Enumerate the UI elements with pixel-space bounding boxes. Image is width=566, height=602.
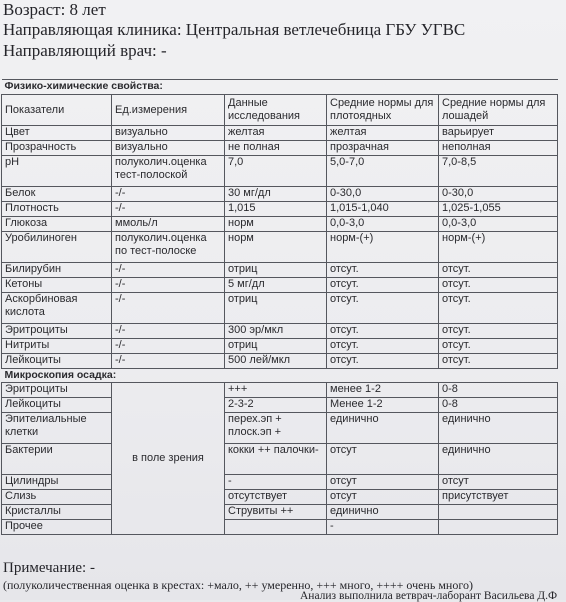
result-cell: не полная [225,141,327,156]
unit-cell: -/- [112,324,225,339]
table-row [2,520,558,535]
result-cell: Струвиты ++ [225,505,327,520]
norm-carnivores-cell: Менее 1-2 [327,398,439,413]
norm-horses-cell: единично [439,444,558,475]
unit-cell: -/- [112,339,225,354]
norm-carnivores-cell: отсут [327,444,439,475]
indicator-cell: Уробилиноген [2,232,112,263]
note: Примечание: - [3,560,95,576]
result-cell: отсутствует [225,490,327,505]
norm-carnivores-cell: отсут. [327,278,439,293]
unit-cell: -/- [112,278,225,293]
norm-horses-cell: неполная [439,141,558,156]
result-cell: 5 мг/дл [225,278,327,293]
norm-carnivores-cell: отсут. [327,339,439,354]
norm-horses-cell: 0-30,0 [439,187,558,202]
norm-horses-cell: 0,0-3,0 [439,217,558,232]
indicator-cell: Бактерии [2,444,112,475]
norm-carnivores-cell: отсут [327,490,439,505]
table-row [2,141,558,156]
table-row [2,490,558,505]
norm-carnivores-cell: 0,0-3,0 [327,217,439,232]
norm-carnivores-cell: отсут. [327,263,439,278]
norm-horses-cell: варьирует [439,126,558,141]
norm-carnivores-cell: отсут. [327,324,439,339]
table-row [2,383,558,398]
result-cell: отриц [225,339,327,354]
table-row [2,413,558,444]
norm-carnivores-cell: 5,0-7,0 [327,156,439,187]
indicator-cell: Лейкоциты [2,398,112,413]
unit-cell: -/- [112,293,225,324]
unit-cell: -/- [112,202,225,217]
table-row [2,126,558,141]
norm-carnivores-cell: отсут. [327,293,439,324]
norm-carnivores-cell: единично [327,505,439,520]
table-row [2,505,558,520]
result-cell: - [225,475,327,490]
table-row [2,202,558,217]
table-row [2,263,558,278]
indicator-cell: Слизь [2,490,112,505]
unit-cell: -/- [112,263,225,278]
result-cell: кокки ++ палочки- [225,444,327,475]
norm-horses-cell: отсут. [439,278,558,293]
result-cell: 30 мг/дл [225,187,327,202]
norm-carnivores-cell: отсут. [327,354,439,369]
col-header-norm-carnivores: Средние нормы для плотоядных [327,95,439,126]
results-sheet [1,79,559,559]
norm-horses-cell: отсут. [439,339,558,354]
table-row [2,217,558,232]
indicator-cell: Прозрачность [2,141,112,156]
section-header-physchem [2,80,558,95]
col-header-norm-horses: Средние нормы для лошадей [439,95,558,126]
result-cell: 500 лей/мкл [225,354,327,369]
table-row [2,293,558,324]
section-title-micro: Микроскопия осадка: [2,369,558,383]
norm-carnivores-cell: прозрачная [327,141,439,156]
norm-horses-cell [439,505,558,520]
signature-line: Анализ выполнила ветврач-лаборант Васильева Д.Ф [300,590,558,602]
norm-carnivores-cell: норм-(+) [327,232,439,263]
results-table [1,79,558,535]
indicator-cell: Глюкоза [2,217,112,232]
norm-horses-cell: присутствует [439,490,558,505]
norm-carnivores-cell: единично [327,413,439,444]
norm-carnivores-cell: - [327,520,439,535]
norm-horses-cell [439,520,558,535]
indicator-cell: Аскорбиновая кислота [2,293,112,324]
indicator-cell: Нитриты [2,339,112,354]
indicator-cell: pH [2,156,112,187]
col-header-result: Данные исследования [225,95,327,126]
indicator-cell: Кристаллы [2,505,112,520]
legend-note: (полуколичественная оценка в крестах: +мало, ++ умеренно, +++ много, ++++ очень много) [3,578,473,592]
norm-carnivores-cell: 0-30,0 [327,187,439,202]
result-cell: норм [225,217,327,232]
age-line: Возраст: 8 лет [3,0,106,19]
table-row [2,354,558,369]
result-cell: отриц [225,293,327,324]
unit-cell: визуально [112,126,225,141]
norm-horses-cell: 0-8 [439,383,558,398]
unit-cell: в поле зрения [112,383,225,535]
indicator-cell: Плотность [2,202,112,217]
result-cell: 2-3-2 [225,398,327,413]
norm-horses-cell: 7,0-8,5 [439,156,558,187]
result-cell: 300 эр/мкл [225,324,327,339]
section-header-micro [2,369,558,383]
unit-cell: -/- [112,187,225,202]
table-row [2,475,558,490]
result-cell: желтая [225,126,327,141]
col-header-unit: Ед.измерения [112,95,225,126]
norm-carnivores-cell: отсут [327,475,439,490]
unit-cell: ммоль/л [112,217,225,232]
norm-horses-cell: отсут. [439,354,558,369]
norm-horses-cell: 0-8 [439,398,558,413]
indicator-cell: Прочее [2,520,112,535]
norm-horses-cell: отсут [439,475,558,490]
table-row [2,278,558,293]
indicator-cell: Кетоны [2,278,112,293]
unit-cell: полуколич.оценка по тест-полоске [112,232,225,263]
norm-carnivores-cell: менее 1-2 [327,383,439,398]
indicator-cell: Белок [2,187,112,202]
table-row [2,232,558,263]
norm-horses-cell: отсут. [439,324,558,339]
table-row [2,187,558,202]
norm-carnivores-cell: желтая [327,126,439,141]
result-cell: норм [225,232,327,263]
table-row [2,339,558,354]
indicator-cell: Билирубин [2,263,112,278]
table-row [2,444,558,475]
result-cell: 7,0 [225,156,327,187]
norm-horses-cell: норм-(+) [439,232,558,263]
norm-horses-cell: единично [439,413,558,444]
result-cell: +++ [225,383,327,398]
unit-cell: визуально [112,141,225,156]
norm-horses-cell: 1,025-1,055 [439,202,558,217]
norm-horses-cell: отсут. [439,263,558,278]
indicator-cell: Лейкоциты [2,354,112,369]
table-row [2,398,558,413]
indicator-cell: Эпителиальные клетки [2,413,112,444]
unit-cell: полуколич.оценка тест-полоской [112,156,225,187]
table-row [2,156,558,187]
clinic-line: Направляющая клиника: Центральная ветлечебница ГБУ УГВС [3,20,466,39]
norm-horses-cell: отсут. [439,293,558,324]
indicator-cell: Цилиндры [2,475,112,490]
section-title-physchem: Физико-химические свойства: [2,80,558,95]
column-header-row [2,95,558,126]
doctor-line: Направляющий врач: - [3,41,167,60]
col-header-indicator: Показатели [2,95,112,126]
table-row [2,324,558,339]
result-cell [225,520,327,535]
result-cell: перех.эп + плоск.эп + [225,413,327,444]
indicator-cell: Эритроциты [2,383,112,398]
result-cell: 1,015 [225,202,327,217]
unit-cell: -/- [112,354,225,369]
indicator-cell: Эритроциты [2,324,112,339]
indicator-cell: Цвет [2,126,112,141]
norm-carnivores-cell: 1,015-1,040 [327,202,439,217]
result-cell: отриц [225,263,327,278]
